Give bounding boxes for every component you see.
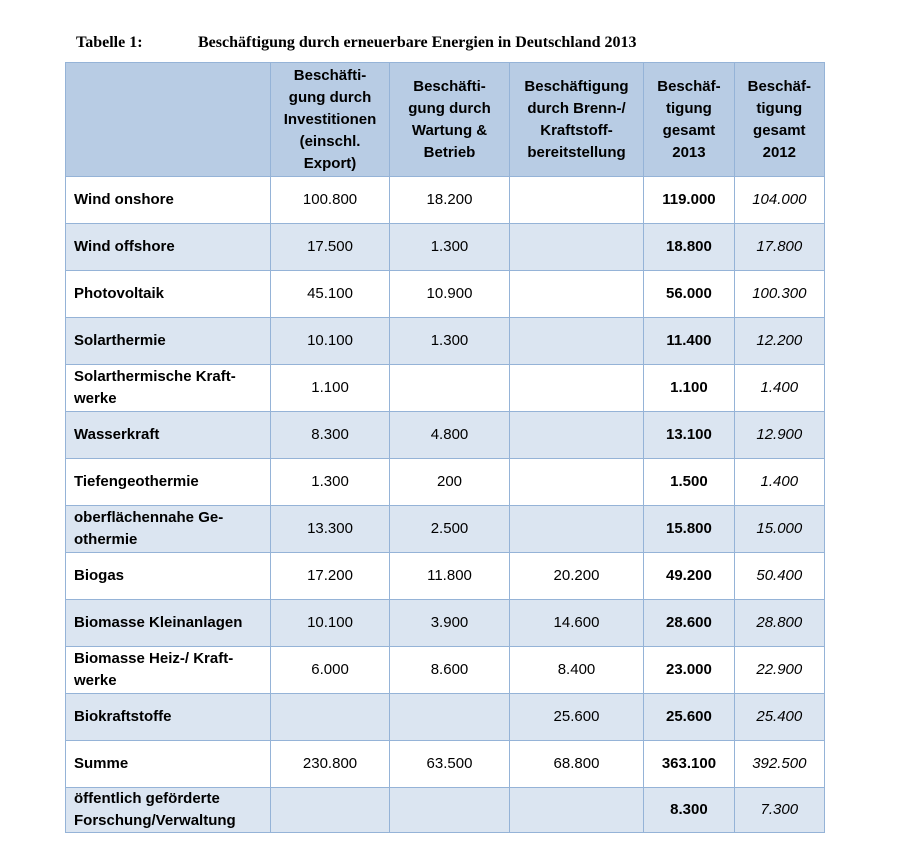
cell-investitionen: 230.800	[270, 741, 389, 788]
cell-gesamt-2013: 56.000	[644, 271, 734, 318]
cell-brennstoff	[509, 224, 644, 271]
row-label: Biomasse Heiz-/ Kraft- werke	[66, 647, 271, 694]
cell-gesamt-2012: 12.900	[734, 412, 824, 459]
cell-gesamt-2013: 8.300	[644, 788, 734, 833]
cell-brennstoff: 14.600	[509, 600, 644, 647]
cell-gesamt-2012: 17.800	[734, 224, 824, 271]
table-body	[66, 177, 825, 833]
cell-investitionen: 10.100	[270, 600, 389, 647]
table-row	[66, 694, 825, 741]
cell-investitionen: 1.100	[270, 365, 389, 412]
row-label: Biogas	[66, 553, 271, 600]
header-investitionen: Beschäfti- gung durch Investitionen (einschl. Export)	[270, 63, 389, 177]
cell-gesamt-2013: 15.800	[644, 506, 734, 553]
row-label: Summe	[66, 741, 271, 788]
table-caption	[76, 34, 637, 56]
cell-investitionen: 8.300	[270, 412, 389, 459]
cell-investitionen: 6.000	[270, 647, 389, 694]
cell-gesamt-2012: 50.400	[734, 553, 824, 600]
row-label: öffentlich geförderte Forschung/Verwaltung	[66, 788, 271, 833]
row-label: Photovoltaik	[66, 271, 271, 318]
cell-brennstoff	[509, 788, 644, 833]
cell-brennstoff	[509, 271, 644, 318]
cell-gesamt-2012: 15.000	[734, 506, 824, 553]
cell-wartung: 1.300	[390, 224, 509, 271]
header-label-column	[66, 63, 271, 177]
cell-wartung: 63.500	[390, 741, 509, 788]
cell-gesamt-2013: 18.800	[644, 224, 734, 271]
row-label: oberflächennahe Ge- othermie	[66, 506, 271, 553]
cell-brennstoff: 8.400	[509, 647, 644, 694]
cell-gesamt-2013: 1.100	[644, 365, 734, 412]
row-label: Wasserkraft	[66, 412, 271, 459]
cell-investitionen: 100.800	[270, 177, 389, 224]
cell-gesamt-2013: 363.100	[644, 741, 734, 788]
cell-brennstoff: 20.200	[509, 553, 644, 600]
cell-wartung: 4.800	[390, 412, 509, 459]
cell-gesamt-2013: 28.600	[644, 600, 734, 647]
cell-brennstoff: 25.600	[509, 694, 644, 741]
cell-wartung	[390, 694, 509, 741]
cell-gesamt-2012: 25.400	[734, 694, 824, 741]
cell-wartung: 200	[390, 459, 509, 506]
header-wartung: Beschäfti- gung durch Wartung & Betrieb	[390, 63, 509, 177]
table-title: Beschäftigung durch erneuerbare Energien in Deutschland 2013	[198, 34, 637, 51]
table-row	[66, 459, 825, 506]
cell-investitionen: 1.300	[270, 459, 389, 506]
cell-gesamt-2013: 1.500	[644, 459, 734, 506]
cell-gesamt-2012: 1.400	[734, 459, 824, 506]
cell-wartung: 2.500	[390, 506, 509, 553]
cell-gesamt-2012: 104.000	[734, 177, 824, 224]
cell-gesamt-2013: 13.100	[644, 412, 734, 459]
cell-gesamt-2013: 25.600	[644, 694, 734, 741]
cell-brennstoff	[509, 318, 644, 365]
table-row	[66, 365, 825, 412]
table-row	[66, 600, 825, 647]
row-label: Biomasse Kleinanlagen	[66, 600, 271, 647]
table-row	[66, 788, 825, 833]
table-header-row	[66, 63, 825, 177]
cell-gesamt-2013: 119.000	[644, 177, 734, 224]
row-label: Solarthermische Kraft- werke	[66, 365, 271, 412]
table-row	[66, 271, 825, 318]
cell-wartung: 3.900	[390, 600, 509, 647]
cell-brennstoff	[509, 365, 644, 412]
table-row	[66, 553, 825, 600]
row-label: Tiefengeothermie	[66, 459, 271, 506]
cell-investitionen: 10.100	[270, 318, 389, 365]
cell-gesamt-2012: 1.400	[734, 365, 824, 412]
cell-investitionen: 13.300	[270, 506, 389, 553]
cell-gesamt-2012: 7.300	[734, 788, 824, 833]
cell-wartung	[390, 788, 509, 833]
employment-table	[65, 62, 825, 833]
header-gesamt-2013: Beschäf- tigung gesamt 2013	[644, 63, 734, 177]
cell-gesamt-2012: 392.500	[734, 741, 824, 788]
cell-gesamt-2012: 28.800	[734, 600, 824, 647]
header-brennstoff: Beschäftigung durch Brenn-/ Kraftstoff- bereitstellung	[509, 63, 644, 177]
cell-brennstoff	[509, 459, 644, 506]
cell-brennstoff	[509, 412, 644, 459]
cell-gesamt-2013: 11.400	[644, 318, 734, 365]
cell-wartung: 10.900	[390, 271, 509, 318]
table-row	[66, 506, 825, 553]
cell-wartung: 1.300	[390, 318, 509, 365]
table-number: Tabelle 1:	[76, 34, 143, 51]
table-row	[66, 318, 825, 365]
cell-brennstoff	[509, 177, 644, 224]
cell-wartung: 8.600	[390, 647, 509, 694]
cell-wartung: 11.800	[390, 553, 509, 600]
cell-investitionen	[270, 694, 389, 741]
cell-wartung: 18.200	[390, 177, 509, 224]
table-row	[66, 647, 825, 694]
cell-investitionen: 45.100	[270, 271, 389, 318]
cell-investitionen: 17.200	[270, 553, 389, 600]
cell-gesamt-2013: 49.200	[644, 553, 734, 600]
table-row	[66, 741, 825, 788]
cell-wartung	[390, 365, 509, 412]
row-label: Wind offshore	[66, 224, 271, 271]
table-row	[66, 412, 825, 459]
cell-brennstoff: 68.800	[509, 741, 644, 788]
cell-gesamt-2012: 12.200	[734, 318, 824, 365]
cell-investitionen	[270, 788, 389, 833]
row-label: Wind onshore	[66, 177, 271, 224]
cell-gesamt-2012: 22.900	[734, 647, 824, 694]
cell-investitionen: 17.500	[270, 224, 389, 271]
cell-brennstoff	[509, 506, 644, 553]
row-label: Solarthermie	[66, 318, 271, 365]
table-row	[66, 224, 825, 271]
table-row	[66, 177, 825, 224]
cell-gesamt-2012: 100.300	[734, 271, 824, 318]
header-gesamt-2012: Beschäf- tigung gesamt 2012	[734, 63, 824, 177]
row-label: Biokraftstoffe	[66, 694, 271, 741]
cell-gesamt-2013: 23.000	[644, 647, 734, 694]
